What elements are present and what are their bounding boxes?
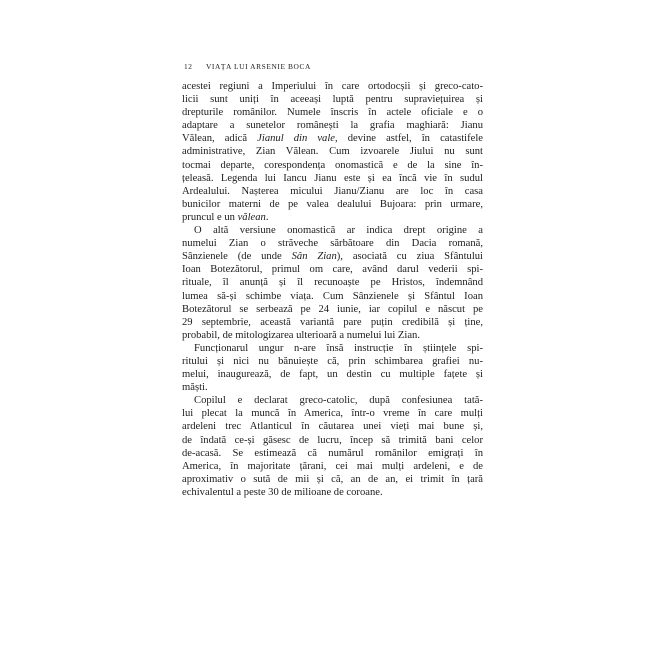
text-run: 29 septembrie, această variantă pare puțin credibilă și ține, <box>182 316 483 328</box>
page-body <box>182 80 483 499</box>
text-run: Vălean, adică <box>182 133 258 145</box>
paragraph <box>182 394 483 499</box>
text-line <box>182 473 483 486</box>
text-line <box>182 368 483 381</box>
italic-text: Sân Zian <box>291 251 337 263</box>
text-line <box>182 145 483 158</box>
text-run: Ardealului. Nașterea micului Jianu/Zianu are loc în casa <box>182 185 483 197</box>
text-line <box>182 394 483 407</box>
text-line <box>182 80 483 93</box>
text-line <box>182 132 483 145</box>
text-line <box>182 250 483 263</box>
text-run: Ioan Botezătorul, primul om care, având darul vederii spi- <box>182 264 483 276</box>
running-title: VIAȚA LUI ARSENIE BOCA <box>206 62 311 71</box>
text-line <box>182 407 483 420</box>
text-line <box>182 316 483 329</box>
text-run: rituale, îl anunță și îl recunoaște pe Hristos, îndemnând <box>182 277 483 289</box>
text-line <box>182 159 483 172</box>
text-line <box>182 237 483 250</box>
text-run: aproximativ o sută de mii și că, an de an, ei trimit în țară <box>182 473 483 485</box>
text-line <box>182 198 483 211</box>
text-run: bunicilor materni de pe valea dealului Bujoara: prin urmare, <box>182 198 483 210</box>
paragraph <box>182 80 483 224</box>
text-line <box>182 224 483 237</box>
text-run: America, în majoritate țărani, cei mai mulți ardeleni, e de <box>182 460 483 472</box>
text-run: . <box>265 211 269 223</box>
text-line <box>182 290 483 303</box>
text-run: Sânzienele (de unde <box>182 251 292 263</box>
text-run: licii sunt uniți în aceeași luptă pentru supraviețuirea și <box>182 94 483 106</box>
text-run: Funcționarul ungur n-are însă instrucție în științele spi- <box>194 342 483 354</box>
paragraph <box>182 342 483 394</box>
text-run: ), asociată cu ziua Sfântului <box>336 251 484 263</box>
text-run: ardeleni trec Atlanticul în căutarea unei vieți mai bune și, <box>182 421 483 433</box>
text-line <box>182 185 483 198</box>
text-run: probabil, de mitologizarea ulterioară a numelui lui Zian. <box>182 329 420 341</box>
text-run: ritului și nici nu bănuiește că, prin schimbarea grafiei nu- <box>182 355 483 367</box>
page-number: 12 <box>184 62 193 71</box>
text-line <box>182 329 483 342</box>
text-run: Botezătorul se serbează pe 24 iunie, iar copilul e născut pe <box>182 303 483 315</box>
text-line <box>182 93 483 106</box>
text-line <box>182 119 483 132</box>
text-line <box>182 106 483 119</box>
text-line <box>182 172 483 185</box>
text-run: numelui Zian o străveche sărbătoare din Dacia romană, <box>182 238 483 250</box>
text-line <box>182 381 483 394</box>
text-run: administrative, Zian Vălean. Cum izvoarele Jiului nu sunt <box>182 146 483 158</box>
text-run: drepturile românilor. Numele înscris în actele oficiale e o <box>182 107 483 119</box>
text-line <box>182 342 483 355</box>
text-line <box>182 486 483 499</box>
text-run: măști. <box>182 382 208 394</box>
text-run: echivalentul a peste 30 de milioane de coroane. <box>182 486 383 498</box>
running-header <box>184 62 484 71</box>
text-line <box>182 434 483 447</box>
text-line <box>182 460 483 473</box>
text-run: acestei regiuni a Imperiului în care ortodocșii și greco-cato- <box>182 81 483 92</box>
text-run: lui plecat la muncă în America, într-o vreme în care mulți <box>182 408 483 420</box>
text-run: melui, inaugurează, de fapt, un destin cu multiple fațete și <box>182 369 483 381</box>
italic-text: Jianul din vale <box>257 133 336 145</box>
text-line <box>182 447 483 460</box>
text-run: țeleasă. Legenda lui Iancu Jianu este și ea încă vie în sudul <box>182 172 483 184</box>
text-line <box>182 355 483 368</box>
text-run: de îndată ce-și găsesc de lucru, încep să trimită bani celor <box>182 434 483 446</box>
text-run: O altă versiune onomastică ar indica drept origine a <box>194 225 483 237</box>
text-run: , devine astfel, în catastifele <box>335 133 484 145</box>
text-line <box>182 276 483 289</box>
text-run: lumea să-și schimbe viața. Cum Sânzienele și Sfântul Ioan <box>182 290 483 302</box>
text-line <box>182 303 483 316</box>
text-run: de-acasă. Se estimează că numărul românilor emigrați în <box>182 447 483 459</box>
text-line <box>182 211 483 224</box>
text-line <box>182 263 483 276</box>
text-line <box>182 420 483 433</box>
text-run: tocmai departe, corespondența onomastică e de la sine în- <box>182 159 483 171</box>
italic-text: vălean <box>237 211 266 223</box>
text-run: adaptare a sunetelor românești la grafia maghiară: Jianu <box>182 120 483 132</box>
text-run: Copilul e declarat greco-catolic, după confesiunea tată- <box>194 395 483 407</box>
paragraph <box>182 224 483 342</box>
text-run: pruncul e un <box>182 211 238 223</box>
